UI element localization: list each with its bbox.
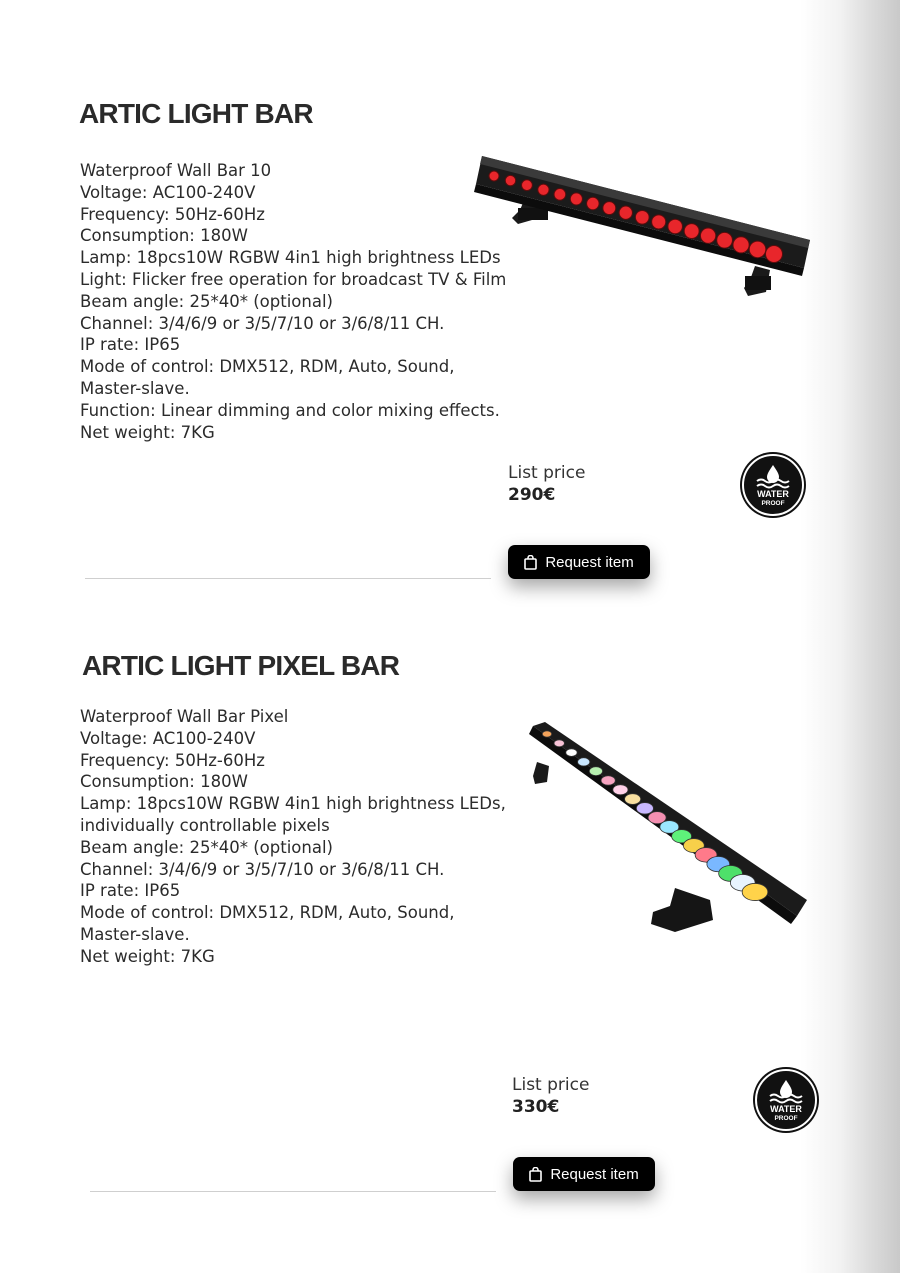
led-light: [570, 193, 582, 205]
led-light: [619, 206, 632, 219]
spec-line: Net weight: 7KG: [80, 946, 215, 966]
request-item-button[interactable]: [513, 1157, 655, 1191]
spec-line: Function: Linear dimming and color mixing effects.: [80, 400, 500, 420]
led-light: [733, 237, 749, 253]
waterproof-icon: [755, 1069, 817, 1131]
spec-line: Consumption: 180W: [80, 226, 248, 246]
badge-text: PROOF: [774, 1115, 798, 1122]
spec-line: Consumption: 180W: [80, 772, 248, 792]
button-label: Request item: [545, 553, 634, 571]
led-light: [589, 767, 602, 776]
led-light: [542, 731, 551, 737]
led-light: [489, 171, 499, 181]
led-light: [684, 224, 699, 239]
spec-line: Master-slave.: [80, 924, 190, 944]
led-light: [636, 803, 653, 814]
led-light: [668, 219, 683, 234]
spec-line: Beam angle: 25*40* (optional): [80, 291, 333, 311]
section-divider: [85, 578, 491, 579]
spec-line: Net weight: 7KG: [80, 422, 215, 442]
badge-text: PROOF: [761, 500, 785, 507]
spec-line: Master-slave.: [80, 378, 190, 398]
spec-line: IP rate: IP65: [80, 335, 181, 355]
led-light: [554, 740, 564, 747]
spec-line: Lamp: 18pcs10W RGBW 4in1 high brightness LEDs,: [80, 794, 506, 814]
led-light: [505, 175, 515, 185]
led-light: [613, 785, 628, 795]
led-light: [652, 215, 666, 229]
price-value: 290€: [508, 485, 556, 505]
spec-line: individually controllable pixels: [80, 815, 330, 835]
spec-line: Voltage: AC100-240V: [80, 182, 256, 202]
spec-line: Mode of control: DMX512, RDM, Auto, Sound,: [80, 903, 455, 923]
spec-line: Frequency: 50Hz-60Hz: [80, 204, 265, 224]
spec-line: Mode of control: DMX512, RDM, Auto, Sound,: [80, 357, 455, 377]
spec-line: Voltage: AC100-240V: [80, 728, 256, 748]
led-light: [742, 883, 768, 900]
light-bar-image: [470, 148, 820, 303]
spec-line: Waterproof Wall Bar Pixel: [80, 707, 289, 726]
led-light: [601, 776, 615, 785]
spec-line: Frequency: 50Hz-60Hz: [80, 750, 265, 770]
product-title: ARTIC LIGHT BAR: [79, 98, 313, 129]
list-price-label: List price: [508, 463, 586, 483]
spec-line: Beam angle: 25*40* (optional): [80, 837, 333, 857]
product-title: ARTIC LIGHT PIXEL BAR: [82, 650, 400, 681]
led-light: [700, 228, 715, 243]
shopping-bag-icon: [529, 1167, 542, 1182]
badge-text: WATER: [757, 489, 789, 499]
led-light: [566, 749, 577, 757]
button-label: Request item: [550, 1165, 639, 1183]
spec-line: Channel: 3/4/6/9 or 3/5/7/10 or 3/6/8/11 CH.: [80, 313, 445, 333]
led-light: [766, 246, 783, 263]
spec-line: IP rate: IP65: [80, 881, 181, 901]
spec-line: Channel: 3/4/6/9 or 3/5/7/10 or 3/6/8/11 CH.: [80, 859, 445, 879]
led-light: [625, 794, 641, 805]
spec-list: [80, 706, 506, 968]
shopping-bag-icon: [524, 555, 537, 570]
led-light: [635, 210, 649, 224]
spec-line: Waterproof Wall Bar 10: [80, 161, 272, 180]
led-light: [538, 184, 549, 195]
price-value: 330€: [512, 1097, 560, 1117]
led-light: [578, 758, 590, 766]
badge-text: WATER: [770, 1104, 802, 1114]
spec-line: Lamp: 18pcs10W RGBW 4in1 high brightness LEDs: [80, 248, 501, 268]
pixel-bar-image: [525, 720, 815, 940]
spec-list: [80, 160, 506, 443]
section-divider: [90, 1191, 496, 1192]
led-light: [554, 189, 566, 201]
led-light: [587, 197, 599, 209]
list-price-label: List price: [512, 1075, 590, 1095]
led-light: [603, 202, 616, 215]
led-light: [749, 241, 766, 258]
spec-line: Light: Flicker free operation for broadcast TV & Film: [80, 269, 507, 289]
led-light: [522, 180, 533, 191]
request-item-button[interactable]: [508, 545, 650, 579]
led-light: [717, 232, 733, 248]
waterproof-icon: [742, 454, 804, 516]
